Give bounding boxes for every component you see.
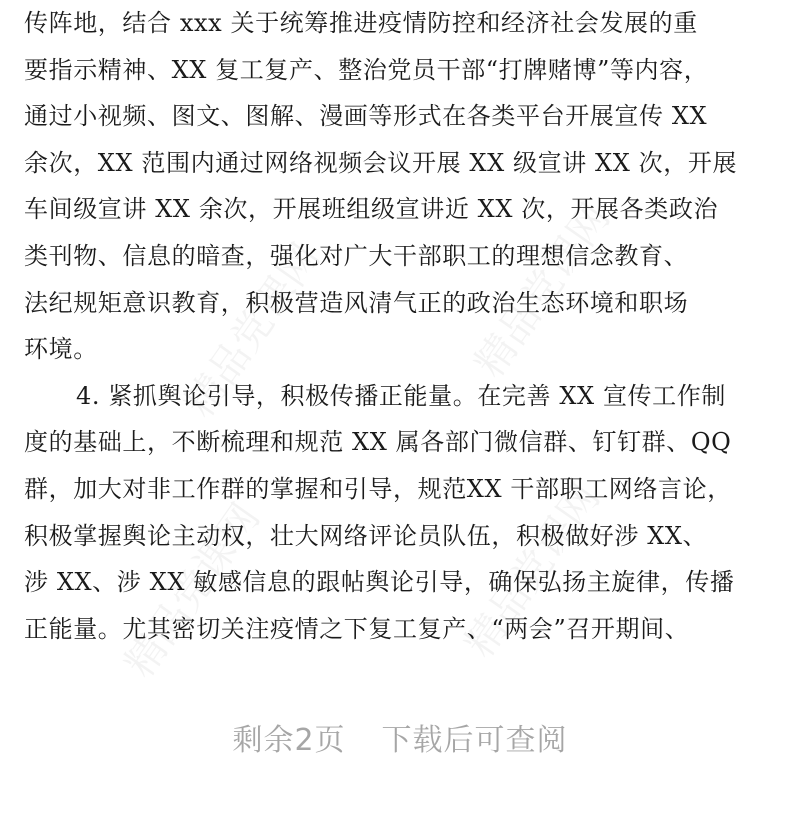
watermark: 精品党课网 bbox=[466, 195, 620, 386]
text-line: 传阵地，结合 xxx 关于统筹推进疫情防控和经济社会发展的重 bbox=[24, 9, 698, 37]
text-line: 度的基础上，不断梳理和规范 XX 属各部门微信群、钉钉群、QQ bbox=[24, 428, 732, 457]
remaining-pages-label: 剩余2页 bbox=[232, 723, 346, 758]
remaining-pages-notice[interactable] bbox=[0, 715, 800, 759]
text-line: 群，加大对非工作群的掌握和引导，规范XX 干部职工网络言论， bbox=[24, 474, 732, 503]
text-line: 要指示精神、XX 复工复产、整治党员干部“打牌赌博”等内容， bbox=[24, 55, 709, 84]
text-line: 涉 XX、涉 XX 敏感信息的跟帖舆论引导，确保弘扬主旋律，传播 bbox=[24, 568, 735, 597]
download-hint-label: 下载后可查阅 bbox=[381, 723, 568, 758]
text-line: 积极掌握舆论主动权，壮大网络评论员队伍，积极做好涉 XX、 bbox=[24, 521, 708, 550]
text-line: 环境。 bbox=[24, 335, 98, 364]
watermark: 精品党课网 bbox=[456, 475, 610, 666]
watermark: 精品党课网 bbox=[116, 495, 270, 686]
text-line: 法纪规矩意识教育，积极营造风清气正的政治生态环境和职场 bbox=[24, 288, 689, 317]
text-line: 通过小视频、图文、图解、漫画等形式在各类平台开展宣传 XX bbox=[24, 102, 708, 131]
watermark: 精品党课网 bbox=[176, 235, 330, 426]
section-heading-line: 4. 紧抓舆论引导，积极传播正能量。在完善 XX 宣传工作制 bbox=[76, 381, 726, 410]
text-line: 正能量。尤其密切关注疫情之下复工复产、“两会”召开期间、 bbox=[24, 614, 690, 643]
text-line: 类刊物、信息的暗查，强化对广大干部职工的理想信念教育、 bbox=[24, 241, 689, 270]
text-line: 余次，XX 范围内通过网络视频会议开展 XX 级宣讲 XX 次，开展 bbox=[24, 148, 738, 177]
document-body bbox=[24, 0, 776, 652]
text-line: 车间级宣讲 XX 余次，开展班组级宣讲近 XX 次，开展各类政治 bbox=[24, 195, 719, 224]
